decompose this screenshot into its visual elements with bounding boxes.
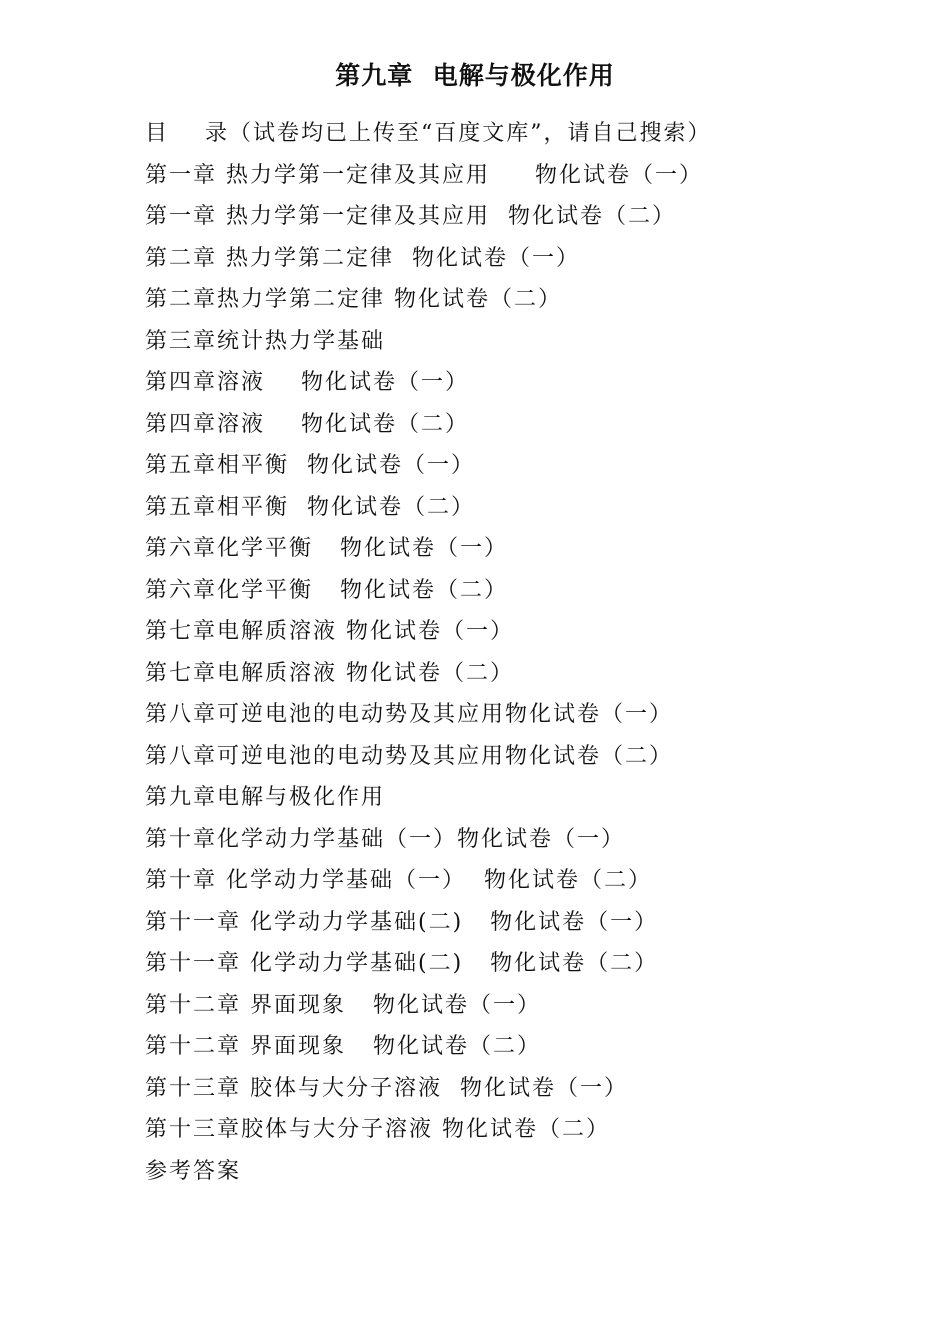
toc-entry [145,450,865,492]
toc-entry [145,616,865,658]
toc-entry-paper: 物化试卷（一） [289,453,476,478]
toc-entry-paper: 物化试卷（一） [394,245,580,271]
toc-entry [145,284,865,326]
toc-entry-chapter: 第四章溶液 [145,411,266,437]
toc-entry-paper: 物化试卷（一） [490,162,703,188]
toc-entry [145,533,865,575]
toc-entry [145,782,865,824]
toc-entry-paper: 物化试卷（二） [337,660,515,686]
toc-entry-chapter: 第九章电解与极化作用 [145,785,386,810]
toc-entry [145,699,865,741]
toc-entry-chapter: 第二章热力学第二定律 [145,287,386,312]
toc-entry-chapter: 第七章电解质溶液 [145,660,338,686]
toc-entry-paper: 物化试卷（二） [385,287,563,312]
toc-entry [145,1031,865,1073]
toc-entry [145,326,865,368]
toc-entry-chapter: 第十一章 化学动力学基础(二) [145,951,464,976]
toc-entry [145,243,865,285]
toc-entry-paper: 物化试卷（一） [265,370,469,395]
toc-entry [145,367,865,409]
toc-entry-paper: 物化试卷（二） [466,868,652,893]
toc-entry-chapter: 第五章相平衡 [145,453,290,478]
toc-entry [145,658,865,700]
toc-entry-paper: 物化试卷（二） [490,204,676,229]
toc-entry-paper: 物化试卷（一） [457,826,626,852]
toc-entry-chapter: 第十章 化学动力学基础（一） [145,868,466,893]
toc-entry-paper: 物化试卷（二） [463,951,659,976]
toc-entry-chapter: 第二章 热力学第二定律 [145,245,394,271]
toc-entry-paper: 物化试卷（一） [346,992,541,1018]
toc-entry-chapter: 第三章统计热力学基础 [145,328,386,354]
toc-entry-paper: 物化试卷（一） [505,702,674,727]
toc-entry-chapter: 第一章 热力学第一定律及其应用 [145,204,490,229]
toc-entry [145,492,865,534]
toc-entry [145,1156,865,1198]
toc-entry-chapter: 第七章电解质溶液 [145,619,338,644]
toc-entry-chapter: 第十一章 化学动力学基础(二) [145,909,464,935]
toc-entry [145,1073,865,1115]
toc-entry-chapter: 第十三章胶体与大分子溶液 [145,1117,434,1142]
toc-entry-paper: 物化试卷（二） [265,411,469,437]
toc-entry-chapter: 第五章相平衡 [145,494,290,520]
toc-entry-chapter: 第八章可逆电池的电动势及其应用 [145,702,506,727]
toc-entry-chapter: 第八章可逆电池的电动势及其应用 [145,743,506,769]
toc-entry-paper: 物化试卷（二） [433,1117,611,1142]
toc-header: 目 录（试卷均已上传至“百度文库”，请自己搜索） [145,121,712,146]
toc-entry-chapter: 第十三章 胶体与大分子溶液 [145,1075,442,1101]
toc-entry [145,1114,865,1156]
toc-entry [145,575,865,617]
toc-entry [145,824,865,866]
toc-entry [145,409,865,451]
toc-entry-chapter: 第六章化学平衡 [145,536,314,561]
toc-entry [145,160,865,202]
toc-entry [145,907,865,949]
toc-entry [145,990,865,1032]
toc-entry-paper: 物化试卷（二） [346,1034,541,1059]
toc-entry-paper: 物化试卷（二） [289,494,476,520]
toc-entry-paper: 物化试卷（一） [337,619,515,644]
toc-entry [145,741,865,783]
toc-entry [145,201,865,243]
toc-entry-paper: 物化试卷（二） [505,743,674,769]
toc-entry-paper: 物化试卷（一） [313,536,508,561]
toc-entry [145,948,865,990]
toc-entry-paper: 物化试卷（一） [463,909,659,935]
toc-entry-chapter: 第十二章 界面现象 [145,992,346,1018]
table-of-contents [145,118,865,1197]
toc-entry-chapter: 参考答案 [145,1158,242,1184]
toc-entry-chapter: 第一章 热力学第一定律及其应用 [145,162,490,188]
document-title: 第九章 电解与极化作用 [335,61,615,90]
toc-entry-chapter: 第四章溶液 [145,370,266,395]
toc-entry-paper: 物化试卷（一） [442,1075,628,1101]
toc-entry [145,865,865,907]
toc-entry-chapter: 第十章化学动力学基础（一） [145,826,458,852]
toc-entry-chapter: 第十二章 界面现象 [145,1034,346,1059]
toc-entry-paper: 物化试卷（二） [313,577,508,603]
toc-entry-chapter: 第六章化学平衡 [145,577,314,603]
